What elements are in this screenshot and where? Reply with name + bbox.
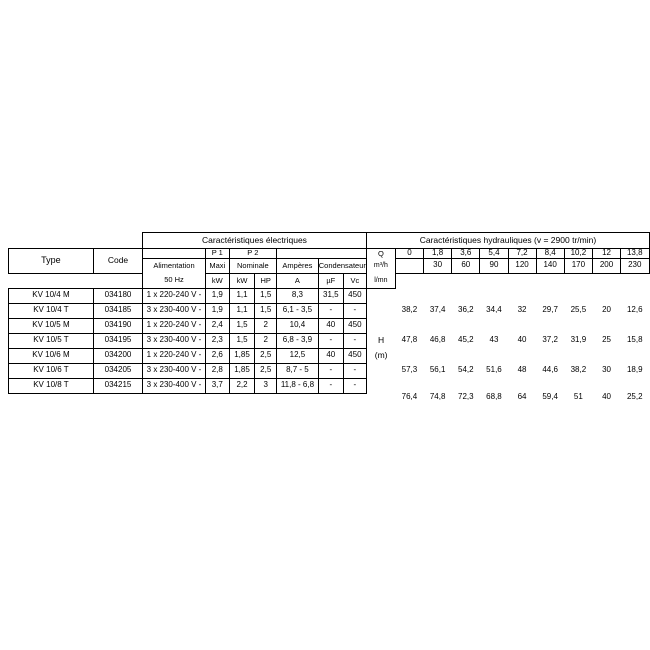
header-q-m3h: m³/h — [366, 258, 395, 273]
spacer-p2hp-final — [255, 393, 277, 402]
cell-amperes: 8,3 — [277, 288, 319, 303]
header-p2-hp: HP — [255, 273, 277, 288]
cell-p1-kw: 2,6 — [205, 348, 229, 363]
cell-p1-kw: 2,4 — [205, 318, 229, 333]
spacer-h-4 — [366, 363, 395, 378]
spacer-type-units — [9, 273, 94, 288]
spacer-h-2 — [366, 303, 395, 318]
cell-type: KV 10/4 T — [9, 303, 94, 318]
spacer-hyd-units — [395, 273, 649, 288]
spacer-type-final — [9, 393, 94, 402]
header-electrical-group: Caractéristiques électriques — [143, 233, 367, 249]
hyd-value: 45,2 — [458, 335, 474, 345]
header-alimentation-freq: 50 Hz — [143, 273, 206, 288]
hyd-value: 51 — [573, 392, 583, 402]
cell-code: 034205 — [93, 363, 142, 378]
hyd-value: 76,4 — [401, 392, 418, 402]
cell-cond-uf: - — [318, 378, 343, 393]
spacer-hyd-right-2 — [649, 258, 650, 273]
hyd-value: 54,2 — [458, 365, 474, 375]
spacer-hyd-right-8 — [649, 363, 650, 378]
cell-code: 034200 — [93, 348, 142, 363]
spacer-hyd-right-3 — [649, 288, 650, 303]
cell-cond-uf: - — [318, 363, 343, 378]
cell-cond-vc: 450 — [343, 318, 366, 333]
flow-lmn-6: 170 — [564, 258, 592, 273]
spacer-h-6 — [366, 393, 395, 402]
cell-code: 034190 — [93, 318, 142, 333]
hyd-value: 25,5 — [570, 305, 587, 315]
flow-lmn-5: 140 — [536, 258, 564, 273]
header-h-unit: (m) — [374, 350, 388, 361]
cell-amperes: 11,8 - 6,8 — [277, 378, 319, 393]
spacer-hyd-right-6 — [649, 333, 650, 348]
header-maxi: Maxi — [205, 258, 229, 273]
header-hydraulic-group: Caractéristiques hydrauliques (v = 2900 tr/min) — [366, 233, 649, 249]
hyd-value: 38,2 — [570, 365, 587, 375]
hyd-value: 15,8 — [626, 335, 643, 345]
specifications-table — [8, 232, 650, 402]
spacer-code-top — [93, 233, 142, 249]
hyd-value: 18,9 — [626, 365, 643, 375]
spacer-h-1 — [366, 288, 395, 303]
spacer-hyd-right-5 — [649, 318, 650, 333]
table-row[interactable] — [9, 303, 650, 318]
cell-alimentation: 3 x 230-400 V - — [143, 363, 206, 378]
hyd-value: 36,2 — [458, 305, 474, 315]
flow-m3h-5: 8,4 — [536, 249, 564, 259]
flow-m3h-4: 7,2 — [508, 249, 536, 259]
hyd-value: 57,3 — [401, 365, 418, 375]
cell-p2-kw: 1,1 — [229, 288, 255, 303]
cell-p1-kw: 2,8 — [205, 363, 229, 378]
cell-type: KV 10/4 M — [9, 288, 94, 303]
cell-type: KV 10/6 M — [9, 348, 94, 363]
table-row[interactable] — [9, 333, 650, 348]
flow-lmn-0 — [395, 258, 423, 273]
hyd-value: 25,2 — [626, 392, 643, 402]
spacer-hyd-right-7 — [649, 348, 650, 363]
header-q-lmn: l/mn — [366, 273, 395, 288]
hyd-value: 68,8 — [486, 392, 502, 402]
hyd-value: 37,4 — [429, 305, 446, 315]
hyd-value: 47,8 — [401, 335, 418, 345]
table-header-row-groups — [9, 233, 650, 249]
header-p1: P 1 — [205, 249, 229, 259]
cell-amperes: 12,5 — [277, 348, 319, 363]
header-alimentation: Alimentation — [143, 258, 206, 273]
cell-p2-kw: 1,5 — [229, 333, 255, 348]
cell-cond-uf: - — [318, 303, 343, 318]
cell-cond-uf: 40 — [318, 318, 343, 333]
table-header-row-units — [9, 273, 650, 288]
cell-cond-uf: 40 — [318, 348, 343, 363]
cell-alimentation: 3 x 230-400 V - — [143, 378, 206, 393]
cell-type: KV 10/6 T — [9, 363, 94, 378]
spacer-hyd-right-9 — [649, 378, 650, 393]
spacer-condensateur-top — [318, 249, 366, 259]
cell-p2-kw: 1,85 — [229, 348, 255, 363]
header-nominale: Nominale — [229, 258, 276, 273]
spacer-hyd-right-1 — [649, 249, 650, 259]
cell-p1-kw: 2,3 — [205, 333, 229, 348]
cell-cond-vc: - — [343, 333, 366, 348]
cell-amperes: 6,1 - 3,5 — [277, 303, 319, 318]
hyd-value: 43 — [489, 335, 499, 345]
cell-p1-kw: 3,7 — [205, 378, 229, 393]
cell-p2-hp: 2 — [255, 333, 277, 348]
table-row[interactable] — [9, 348, 650, 363]
cell-p2-hp: 1,5 — [255, 303, 277, 318]
cell-cond-uf: - — [318, 333, 343, 348]
spacer-alim-final — [143, 393, 206, 402]
hyd-value: 38,2 — [401, 305, 418, 315]
hyd-value: 25 — [602, 335, 611, 345]
spacer-p1-final — [205, 393, 229, 402]
cell-p2-hp: 2 — [255, 318, 277, 333]
hyd-value: 29,7 — [542, 305, 558, 315]
flow-lmn-4: 120 — [508, 258, 536, 273]
flow-lmn-8: 230 — [621, 258, 649, 273]
spacer-p2kw-final — [229, 393, 255, 402]
flow-lmn-7: 200 — [593, 258, 621, 273]
header-p2: P 2 — [229, 249, 276, 259]
cell-amperes: 6,8 - 3,9 — [277, 333, 319, 348]
spacer-code-units — [93, 273, 142, 288]
hyd-value: 40 — [602, 392, 611, 402]
cell-code: 034180 — [93, 288, 142, 303]
spacer-hyd-blank-3 — [395, 348, 649, 363]
cell-p2-kw: 1,5 — [229, 318, 255, 333]
spacer-hyd-blank-2 — [395, 318, 649, 333]
header-condensateur: Condensateur — [318, 258, 366, 273]
header-p1-unit: kW — [205, 273, 229, 288]
spacer-hyd-right-4 — [649, 303, 650, 318]
cell-alimentation: 1 x 220-240 V - — [143, 318, 206, 333]
cell-cond-vc: - — [343, 363, 366, 378]
flow-lmn-1: 30 — [424, 258, 452, 273]
hyd-value: 48 — [517, 365, 527, 375]
cell-p2-kw: 2,2 — [229, 378, 255, 393]
cell-p2-hp: 3 — [255, 378, 277, 393]
cell-cond-vc: 450 — [343, 288, 366, 303]
cell-amperes: 10,4 — [277, 318, 319, 333]
hyd-value: 56,1 — [429, 365, 446, 375]
hyd-value: 40 — [517, 335, 527, 345]
cell-amperes: 8,7 - 5 — [277, 363, 319, 378]
hyd-value: 44,6 — [542, 365, 558, 375]
cell-alimentation: 3 x 230-400 V - — [143, 303, 206, 318]
flow-m3h-0: 0 — [395, 249, 423, 259]
hyd-value: 64 — [517, 392, 527, 402]
table-row[interactable] — [9, 318, 650, 333]
spacer-hyd-right-10 — [649, 393, 650, 402]
header-amperes: Ampères — [277, 258, 319, 273]
flow-m3h-1: 1,8 — [424, 249, 452, 259]
cell-p2-hp: 2,5 — [255, 363, 277, 378]
hyd-value: 30 — [602, 365, 611, 375]
cell-alimentation: 1 x 220-240 V - — [143, 288, 206, 303]
hyd-value: 32 — [517, 305, 527, 315]
header-code: Code — [93, 249, 142, 274]
hyd-value: 74,8 — [429, 392, 446, 402]
cell-code: 034185 — [93, 303, 142, 318]
cell-cond-uf: 31,5 — [318, 288, 343, 303]
spacer-h-5 — [366, 378, 395, 393]
cell-type: KV 10/5 T — [9, 333, 94, 348]
cell-code: 034215 — [93, 378, 142, 393]
hyd-value: 72,3 — [458, 392, 474, 402]
cell-type: KV 10/8 T — [9, 378, 94, 393]
header-type: Type — [9, 249, 94, 274]
hyd-value: 34,4 — [486, 305, 502, 315]
header-p2-kw: kW — [229, 273, 255, 288]
header-q: Q — [366, 249, 395, 259]
spacer-type-top — [9, 233, 94, 249]
hydraulic-row — [9, 393, 650, 402]
hyd-value: 59,4 — [542, 392, 558, 402]
flow-m3h-7: 12 — [593, 249, 621, 259]
flow-lmn-3: 90 — [480, 258, 508, 273]
cell-cond-vc: - — [343, 303, 366, 318]
flow-m3h-6: 10,2 — [564, 249, 592, 259]
hyd-value: 46,8 — [429, 335, 446, 345]
flow-m3h-8: 13,8 — [621, 249, 649, 259]
hyd-value: 20 — [602, 305, 611, 315]
cell-p1-kw: 1,9 — [205, 303, 229, 318]
flow-m3h-3: 5,4 — [480, 249, 508, 259]
table-row[interactable] — [9, 363, 650, 378]
cell-p2-kw: 1,1 — [229, 303, 255, 318]
header-cond-vc: Vc — [343, 273, 366, 288]
cell-p2-kw: 1,85 — [229, 363, 255, 378]
spacer-hyd-blank-4 — [395, 378, 649, 393]
table-row[interactable] — [9, 288, 650, 303]
hyd-value: 12,6 — [626, 305, 643, 315]
spacer-h-3 — [366, 318, 395, 333]
cell-alimentation: 3 x 230-400 V - — [143, 333, 206, 348]
spacer-code-final — [93, 393, 142, 402]
cell-cond-vc: 450 — [343, 348, 366, 363]
spacer-amperes-top — [277, 249, 319, 259]
cell-type: KV 10/5 M — [9, 318, 94, 333]
spacer-alimentation-top — [143, 249, 206, 259]
spacer-vc-final — [343, 393, 366, 402]
cell-cond-vc: - — [343, 378, 366, 393]
spacer-amp-final — [277, 393, 319, 402]
table-header-row-p1p2 — [9, 249, 650, 259]
header-h: H — [378, 335, 385, 346]
cell-alimentation: 1 x 220-240 V - — [143, 348, 206, 363]
flow-m3h-2: 3,6 — [452, 249, 480, 259]
hyd-value: 31,9 — [570, 335, 587, 345]
cell-code: 034195 — [93, 333, 142, 348]
cell-p2-hp: 1,5 — [255, 288, 277, 303]
spacer-hyd-blank-1 — [395, 288, 649, 303]
spacer-uf-final — [318, 393, 343, 402]
header-cond-uf: µF — [318, 273, 343, 288]
flow-lmn-2: 60 — [452, 258, 480, 273]
cell-p2-hp: 2,5 — [255, 348, 277, 363]
hyd-value: 51,6 — [486, 365, 502, 375]
hyd-value: 37,2 — [542, 335, 558, 345]
table-row[interactable] — [9, 378, 650, 393]
header-amperes-unit: A — [277, 273, 319, 288]
cell-p1-kw: 1,9 — [205, 288, 229, 303]
